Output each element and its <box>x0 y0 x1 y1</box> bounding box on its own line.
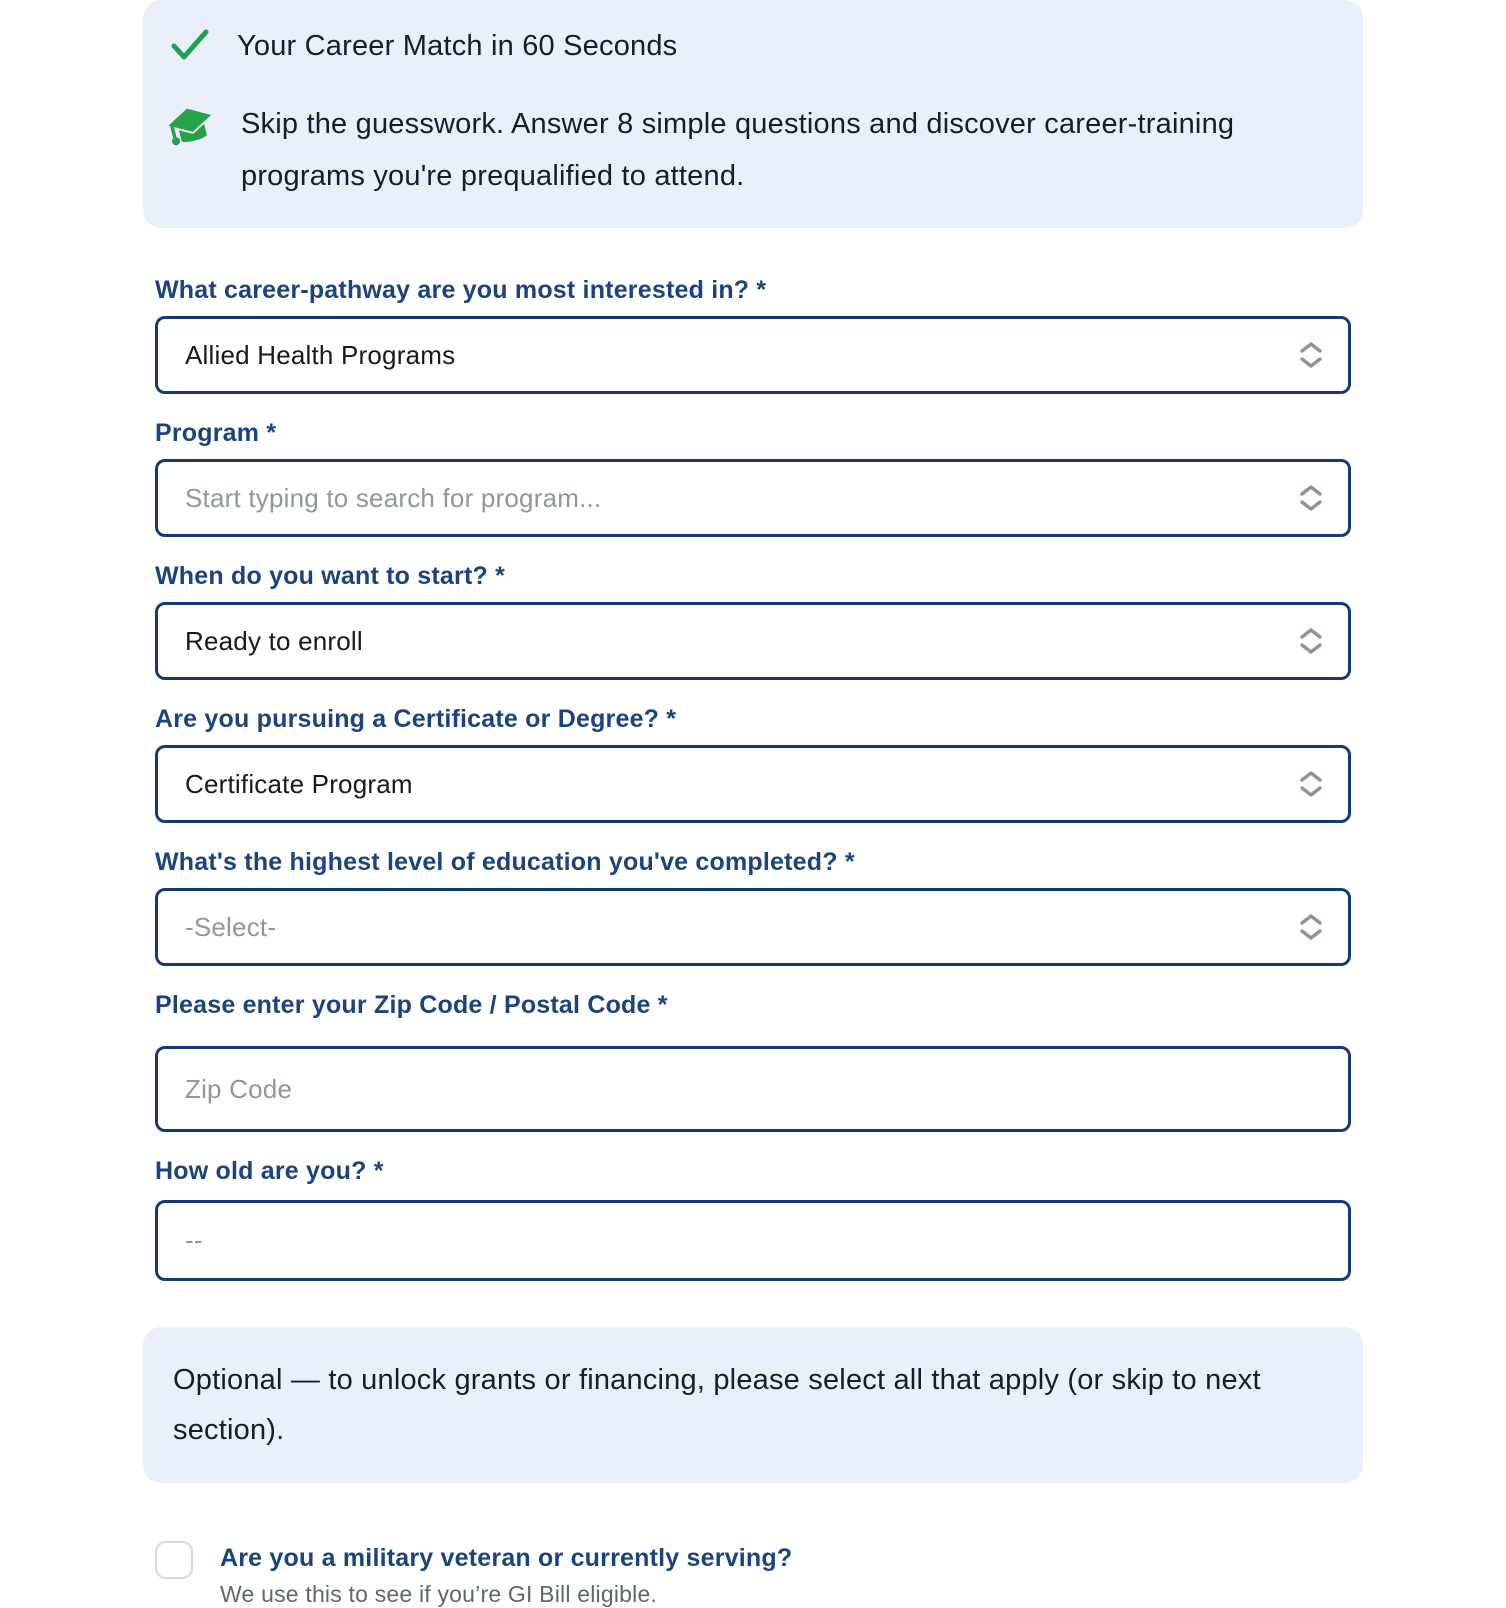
career-match-form <box>143 0 1363 1608</box>
field-zip-code <box>155 991 1351 1132</box>
field-certificate-degree <box>155 705 1351 823</box>
start-time-value: Ready to enroll <box>185 625 363 656</box>
program-select[interactable] <box>155 459 1351 537</box>
chevron-up-down-icon <box>1298 913 1324 941</box>
career-pathway-label: What career-pathway are you most interested in? * <box>155 276 767 304</box>
military-veteran-text <box>220 1541 792 1608</box>
hero-title-row <box>167 24 1331 68</box>
education-level-placeholder: -Select- <box>185 911 277 942</box>
graduation-cap-icon <box>167 98 217 158</box>
optional-note-text: Optional — to unlock grants or financing, please select all that apply (or skip to next section). <box>173 1364 1261 1446</box>
check-icon <box>167 24 213 64</box>
certificate-degree-select[interactable] <box>155 745 1351 823</box>
program-placeholder: Start typing to search for program... <box>185 482 602 513</box>
form-fields <box>143 276 1363 1281</box>
start-time-label: When do you want to start? * <box>155 562 506 590</box>
hero-subtitle: Skip the guesswork. Answer 8 simple questions and discover career-training programs you're prequalified to attend. <box>241 108 1235 192</box>
start-time-select[interactable] <box>155 602 1351 680</box>
certificate-degree-label: Are you pursuing a Certificate or Degree? * <box>155 705 677 733</box>
education-level-select[interactable] <box>155 888 1351 966</box>
age-input[interactable] <box>155 1200 1351 1281</box>
program-label: Program * <box>155 419 277 447</box>
education-level-label: What's the highest level of education you've completed? * <box>155 848 855 876</box>
zip-code-label: Please enter your Zip Code / Postal Code * <box>155 991 668 1019</box>
zip-code-input[interactable] <box>155 1046 1351 1132</box>
hero-subtitle-row <box>167 98 1331 202</box>
chevron-up-down-icon <box>1298 627 1324 655</box>
hero-title: Your Career Match in 60 Seconds <box>237 30 678 62</box>
chevron-up-down-icon <box>1298 341 1324 369</box>
field-start-time <box>155 562 1351 680</box>
chevron-up-down-icon <box>1298 484 1324 512</box>
career-pathway-select[interactable] <box>155 316 1351 394</box>
career-pathway-value: Allied Health Programs <box>185 339 456 370</box>
field-career-pathway <box>155 276 1351 394</box>
field-age <box>155 1157 1351 1281</box>
certificate-degree-value: Certificate Program <box>185 768 413 799</box>
military-veteran-checkbox[interactable] <box>155 1541 193 1579</box>
field-program <box>155 419 1351 537</box>
military-veteran-help: We use this to see if you’re GI Bill eligible. <box>220 1581 658 1607</box>
chevron-up-down-icon <box>1298 770 1324 798</box>
military-veteran-question: Are you a military veteran or currently serving? <box>220 1544 793 1572</box>
optional-note-panel <box>143 1327 1363 1483</box>
age-label: How old are you? * <box>155 1157 384 1185</box>
military-veteran-row <box>143 1541 1363 1608</box>
hero-panel <box>143 0 1363 228</box>
field-education-level <box>155 848 1351 966</box>
